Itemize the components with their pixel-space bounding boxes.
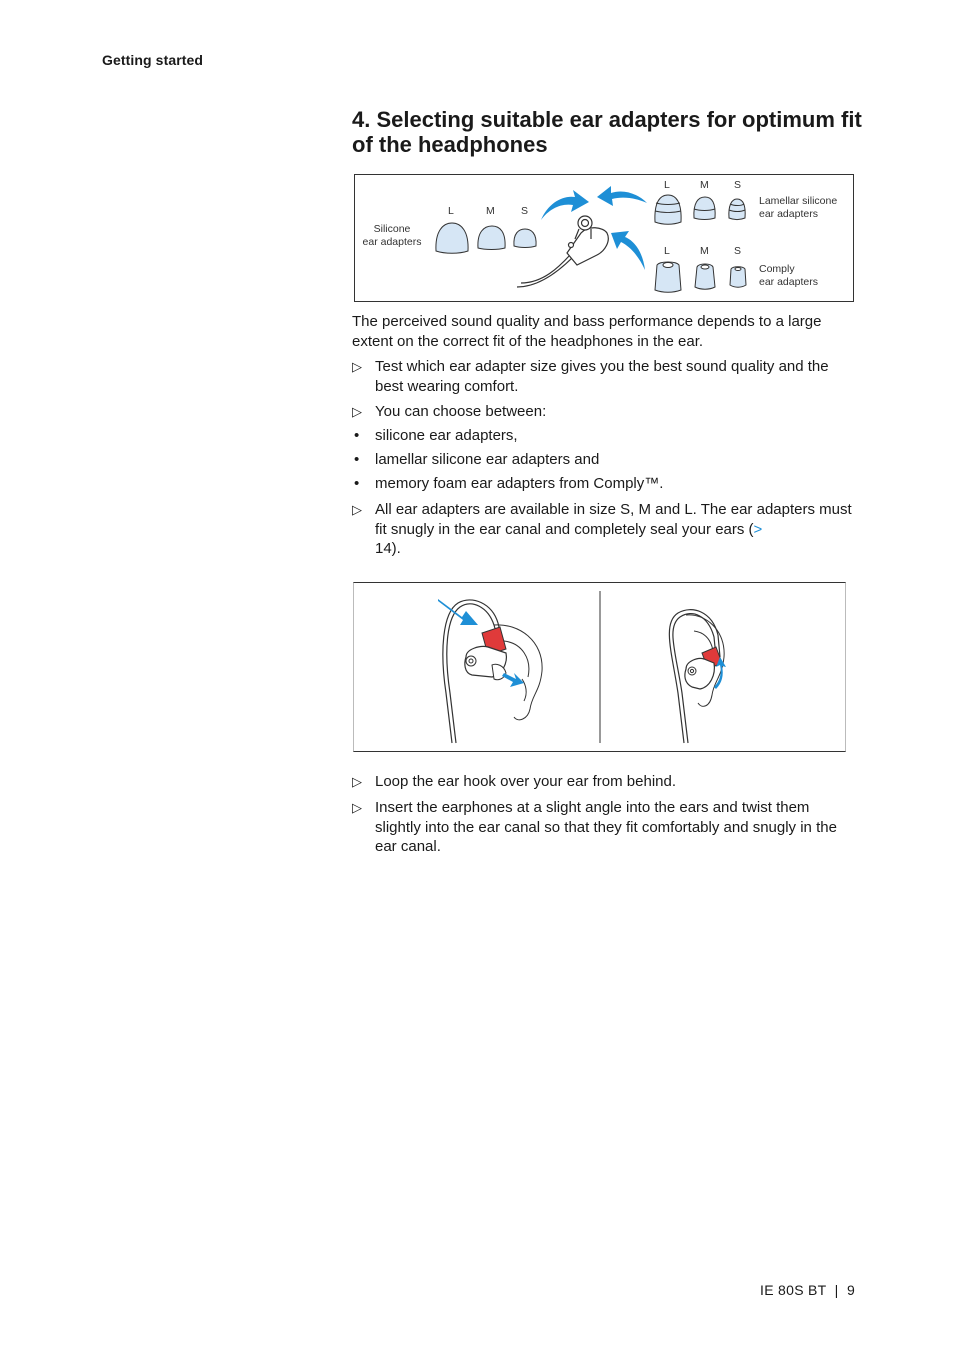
bullet-text: memory foam ear adapters from Comply™. (375, 475, 664, 492)
ear-hook-right-icon (669, 610, 722, 743)
size-label: M (700, 179, 709, 191)
step-sizes-end: 14). (375, 540, 401, 557)
lamellar-adapters-label: Lamellar silicone ear adapters (759, 195, 838, 220)
page-reference-link[interactable]: > (753, 520, 763, 538)
arrow-marker-icon: ▷ (352, 774, 362, 789)
step-text: Loop the ear hook over your ear from behind. (375, 773, 677, 790)
page-title: 4. Selecting suitable ear adapters for optimum fit of the headphones (352, 107, 862, 157)
size-label: L (664, 179, 670, 191)
size-label: S (734, 245, 742, 257)
size-label: L (664, 245, 670, 257)
page-footer: IE 80S BT | 9 (760, 1282, 856, 1298)
size-label: L (448, 205, 454, 217)
comply-adapters-label: Comply ear adapters (759, 263, 818, 288)
arrow-marker-icon: ▷ (352, 359, 362, 374)
comply-adapters-icon (655, 262, 746, 292)
silicone-adapters-label: Silicone ear adapters (362, 223, 422, 248)
bullet-text: silicone ear adapters, (375, 427, 518, 444)
silicone-adapters-icon (436, 223, 536, 253)
bullet-marker: • (354, 451, 360, 468)
step-text: Test which ear adapter size gives you the best sound quality and the best wearing comfort. (375, 358, 829, 395)
earphone-icon (517, 216, 608, 287)
ear-adapters-figure (354, 174, 854, 302)
size-label: M (700, 245, 709, 257)
bullet-marker: • (354, 475, 360, 492)
section-label: Getting started (102, 52, 204, 68)
arrow-marker-icon: ▷ (352, 502, 362, 517)
lamellar-adapters-icon (655, 195, 745, 224)
bullet-text: lamellar silicone ear adapters and (375, 451, 600, 468)
wearing-figure (353, 582, 846, 752)
bullet-marker: • (354, 427, 360, 444)
step-text: You can choose between: (375, 403, 547, 420)
arrow-marker-icon: ▷ (352, 800, 362, 815)
step-sizes-text: All ear adapters are available in size S, M and L. The ear adapters must fit snugly in the ear canal and completely seal your ears ( (375, 501, 852, 538)
step-text (375, 500, 855, 559)
intro-paragraph: The perceived sound quality and bass performance depends to a large extent on the correct fit of the headphones in the ear. (352, 313, 822, 350)
size-label: S (734, 179, 742, 191)
size-label: M (486, 205, 495, 217)
step-text: Insert the earphones at a slight angle into the ears and twist them slightly into the ear canal so that they fit comfortably and snugly in the ear canal. (375, 799, 837, 855)
arrow-marker-icon: ▷ (352, 404, 362, 419)
wearing-illustration (354, 583, 847, 753)
size-label: S (521, 205, 529, 217)
